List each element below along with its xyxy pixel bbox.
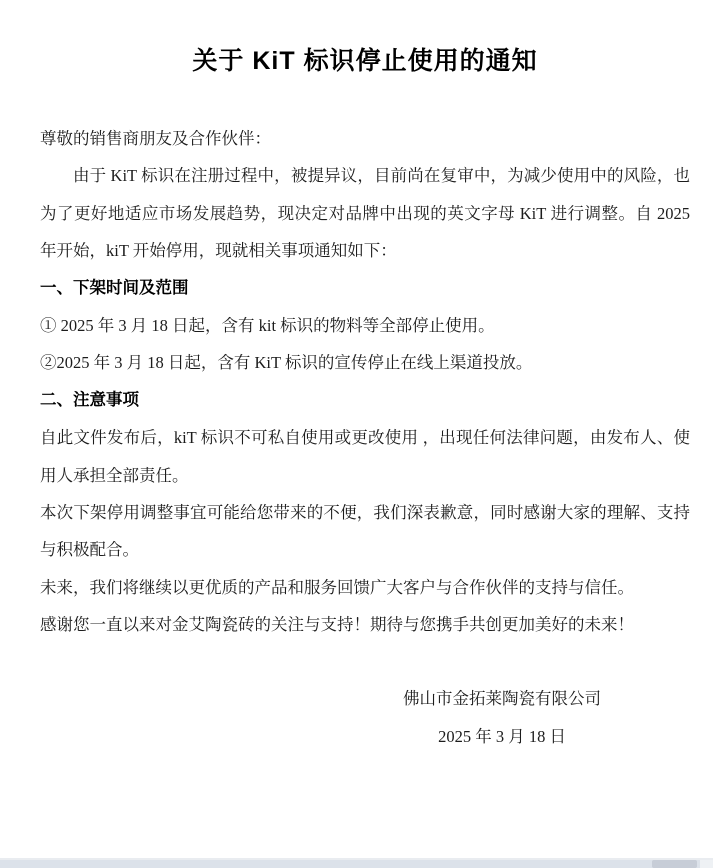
document-title: 关于 KiT 标识停止使用的通知 [192, 47, 538, 75]
section-1-item-2: ②2025 年 3 月 18 日起，含有 KiT 标识的宣传停止在线上渠道投放。 [40, 353, 533, 373]
horizontal-scrollbar-track[interactable] [0, 860, 713, 868]
signature-block [362, 680, 642, 757]
section-2-heading: 二、注意事项 [40, 390, 139, 409]
section-2-paragraph-1: 自此文件发布后，kiT 标识不可私自使用或更改使用 ，出现任何法律问题，由发布人、使用人承担全部责任。 [40, 428, 690, 485]
scrollbar-corner [700, 860, 713, 868]
section-1-heading: 一、下架时间及范围 [40, 278, 189, 297]
greeting-line: 尊敬的销售商朋友及合作伙伴： [40, 129, 271, 148]
section-2-paragraph-2: 本次下架停用调整事宜可能给您带来的不便，我们深表歉意，同时感谢大家的理解、支持与积极配合。 [40, 503, 690, 560]
section-1-item-1: ① 2025 年 3 月 18 日起，含有 kit 标识的物料等全部停止使用。 [40, 316, 495, 336]
company-name: 佛山市金拓莱陶瓷有限公司 [403, 688, 601, 708]
horizontal-scrollbar-thumb[interactable] [652, 860, 697, 868]
section-2-paragraph-3: 未来，我们将继续以更优质的产品和服务回馈广大客户与合作伙伴的支持与信任。 [40, 577, 634, 597]
document-body [40, 120, 690, 644]
closing-thanks-paragraph: 感谢您一直以来对金艾陶瓷砖的关注与支持！期待与您携手共创更加美好的未来！ [40, 615, 634, 635]
intro-paragraph: 由于 KiT 标识在注册过程中，被提异议，目前尚在复审中，为减少使用中的风险，也为了更好地适应市场发展趋势，现决定对品牌中出现的英文字母 KiT 进行调整。自 2025 年开始，kiT 开始停用，现就相关事项通知如下： [40, 166, 690, 261]
signature-date: 2025 年 3 月 18 日 [438, 727, 566, 747]
